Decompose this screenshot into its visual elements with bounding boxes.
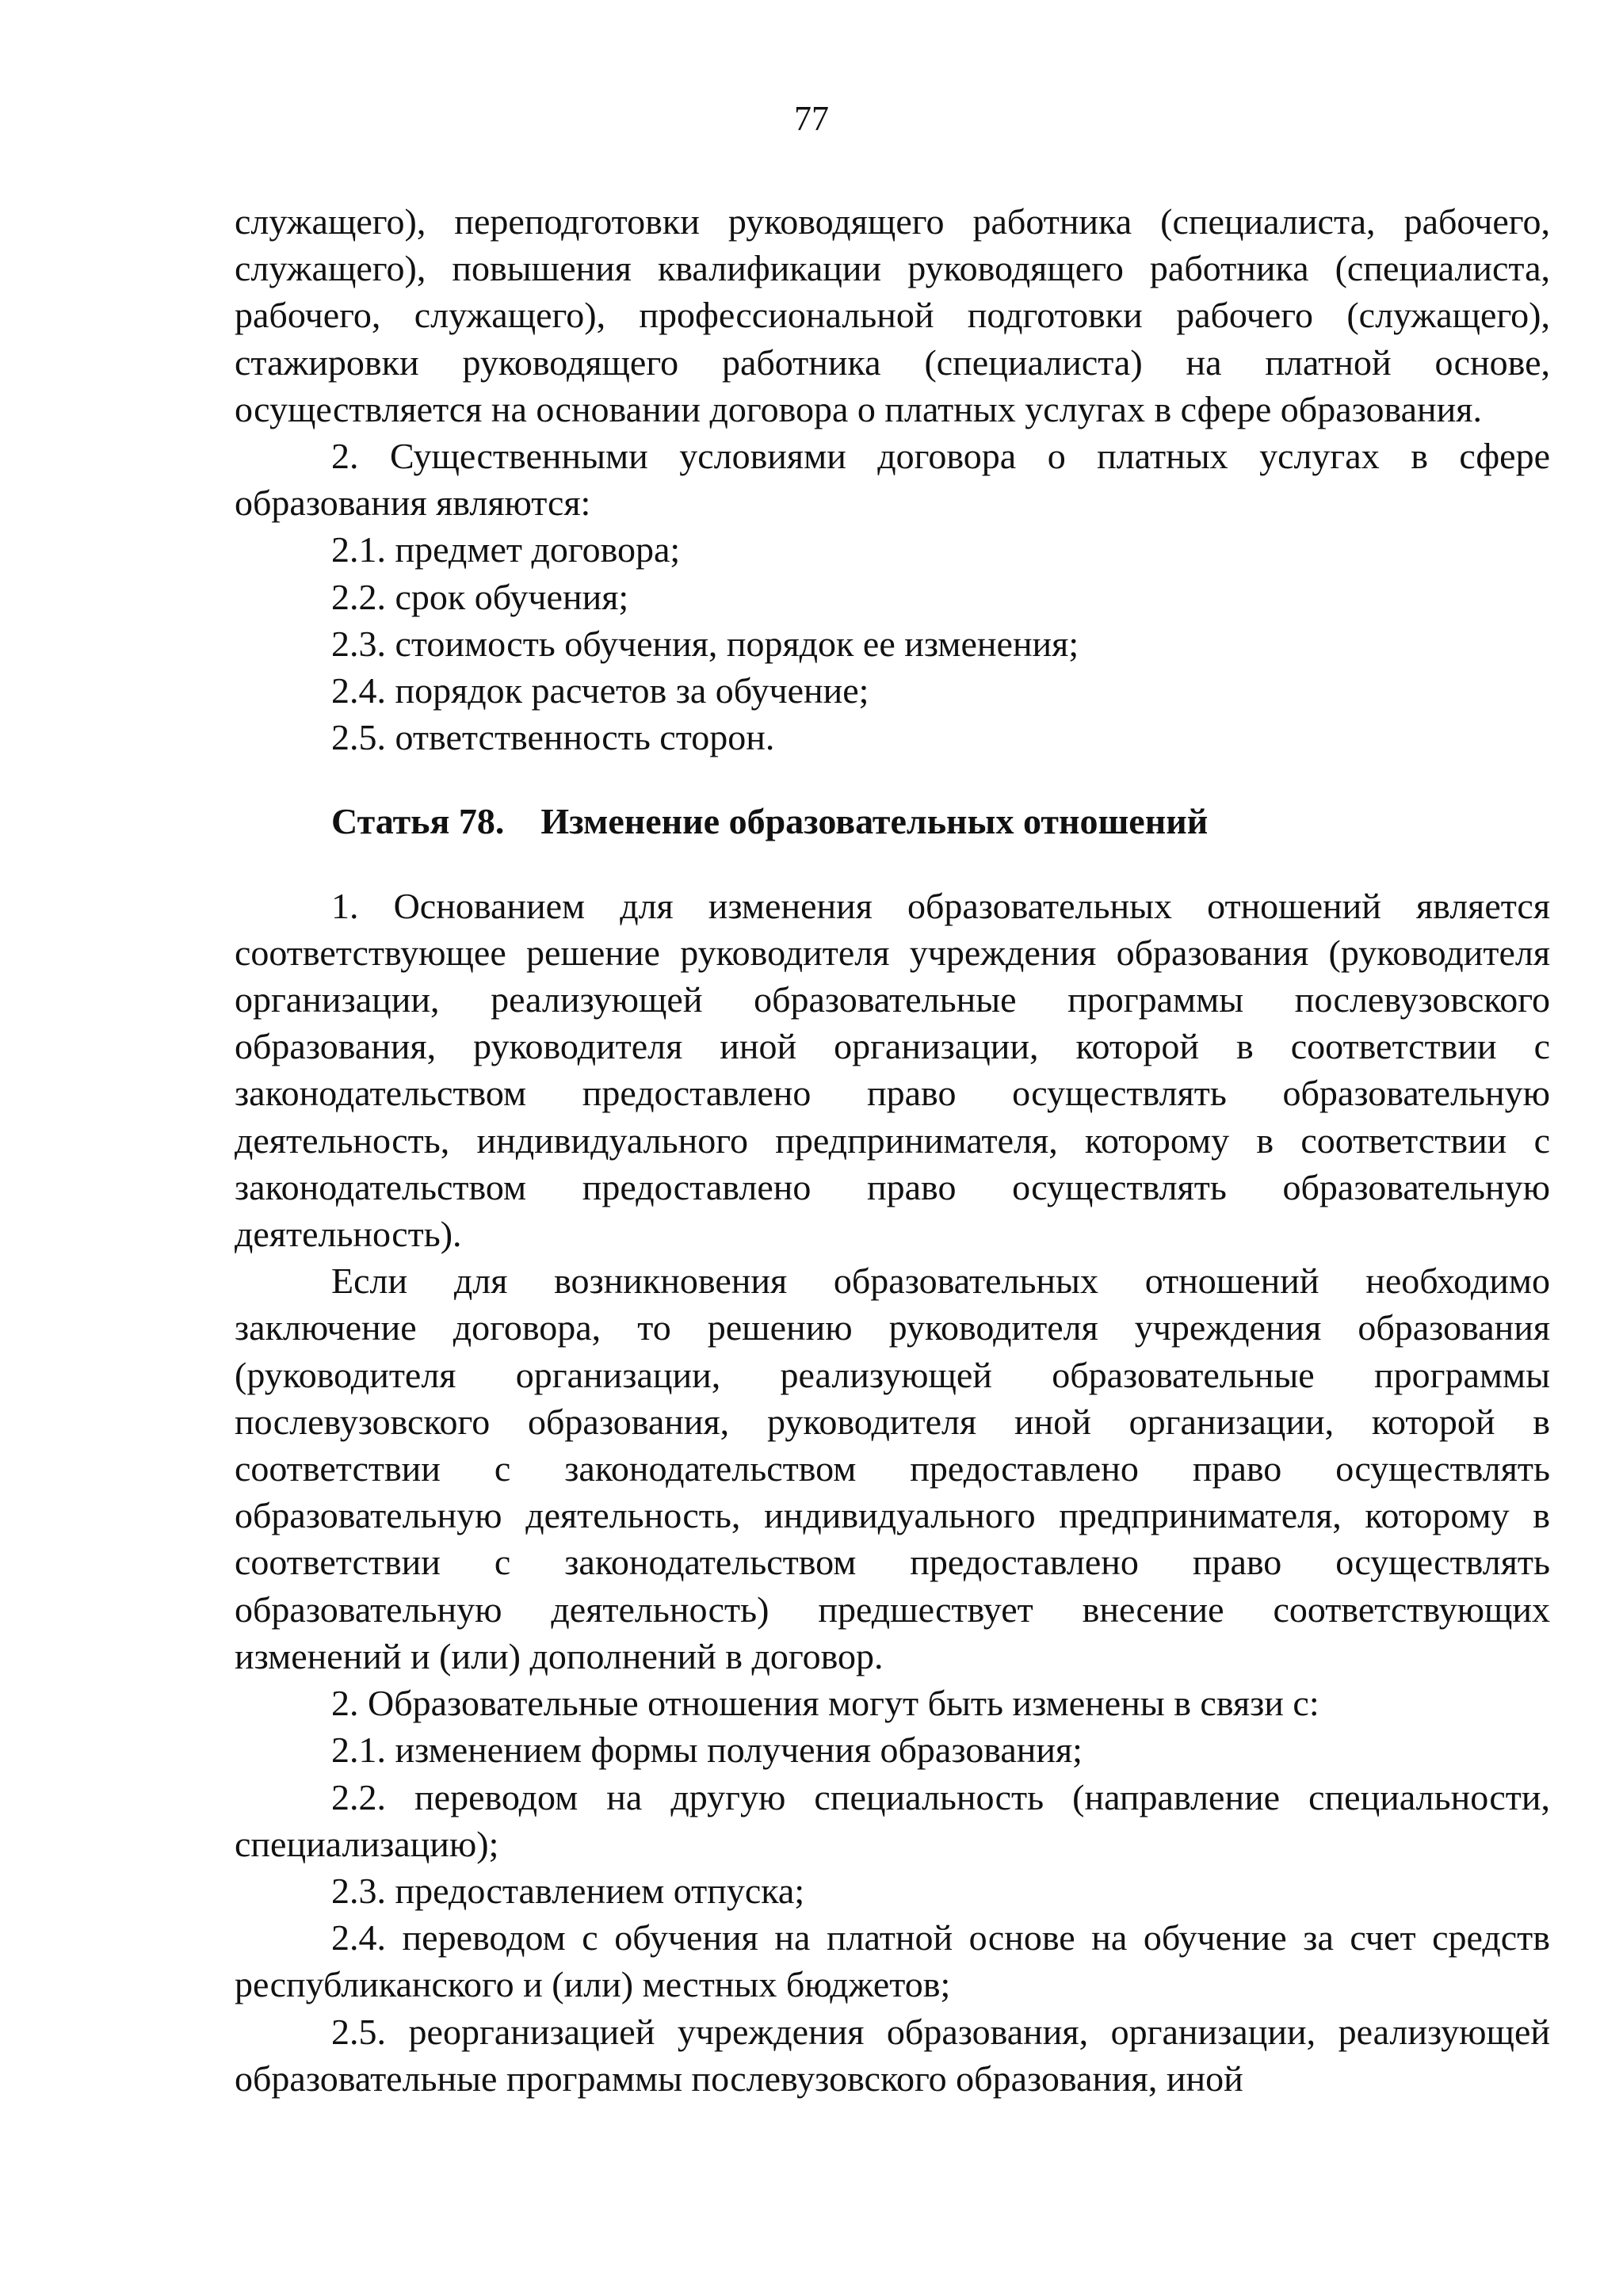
paragraph-basis: 1. Основанием для изменения образовательных отношений является соответствующее решение руководителя учреждения образования (руководителя организации, реализующей образовательные программы послевузовского образования, руководителя иной организации, которой в соответствии с законодательством предоставлено право осуществлять образовательную деятельность, индивидуального предпринимателя, которому в соответствии с законодательством предоставлено право осуществлять образовательную деятельность). (235, 885, 1550, 1255)
list-item: 2.2. переводом на другую специальность (направление специальности, специализацию); (235, 1776, 1550, 1864)
list-item: 2.3. предоставлением отпуска; (331, 1870, 805, 1911)
list-item: 2.2. срок обучения; (331, 576, 629, 617)
list-item: 2.4. порядок расчетов за обучение; (331, 670, 869, 711)
list-item: 2.5. ответственность сторон. (331, 717, 775, 758)
article-title: Изменение образовательных отношений (540, 801, 1209, 842)
paragraph-contract-terms: 2. Существенными условиями договора о платных услугах в сфере образования являются: (235, 436, 1550, 524)
list-item: 2.1. предмет договора; (331, 529, 681, 570)
list-item: 2.1. изменением формы получения образования; (331, 1730, 1083, 1771)
list-item: 2.4. переводом с обучения на платной основе на обучение за счет средств республиканского и (или) местных бюджетов; (235, 1917, 1550, 2005)
list-item: 2.3. стоимость обучения, порядок ее изменения; (331, 623, 1079, 664)
article-heading (235, 798, 1550, 845)
page-number: 77 (794, 99, 829, 138)
document-body (235, 198, 1550, 2102)
paragraph-changes: 2. Образовательные отношения могут быть изменены в связи с: (331, 1683, 1319, 1724)
article-number: Статья 78. (331, 801, 505, 842)
list-item: 2.5. реорганизацией учреждения образования, организации, реализующей образовательные программы послевузовского образования, иной (235, 2011, 1550, 2099)
paragraph-contract: Если для возникновения образовательных отношений необходимо заключение договора, то решению руководителя учреждения образования (руководителя организации, реализующей образовательные программы послевузовского образования, руководителя иной организации, которой в соответствии с законодательством предоставлено право осуществлять образовательную деятельность, индивидуального предпринимателя, которому в соответствии с законодательством предоставлено право осуществлять образовательную деятельность) предшествует внесение соответствующих изменений и (или) дополнений в договор. (235, 1261, 1550, 1676)
paragraph-continuation: служащего), переподготовки руководящего работника (специалиста, рабочего, служащего), повышения квалификации руководящего работника (специалиста, рабочего, служащего), профессиональной подготовки рабочего (служащего), стажировки руководящего работника (специалиста) на платной основе, осуществляется на основании договора о платных услугах в сфере образования. (235, 201, 1550, 429)
